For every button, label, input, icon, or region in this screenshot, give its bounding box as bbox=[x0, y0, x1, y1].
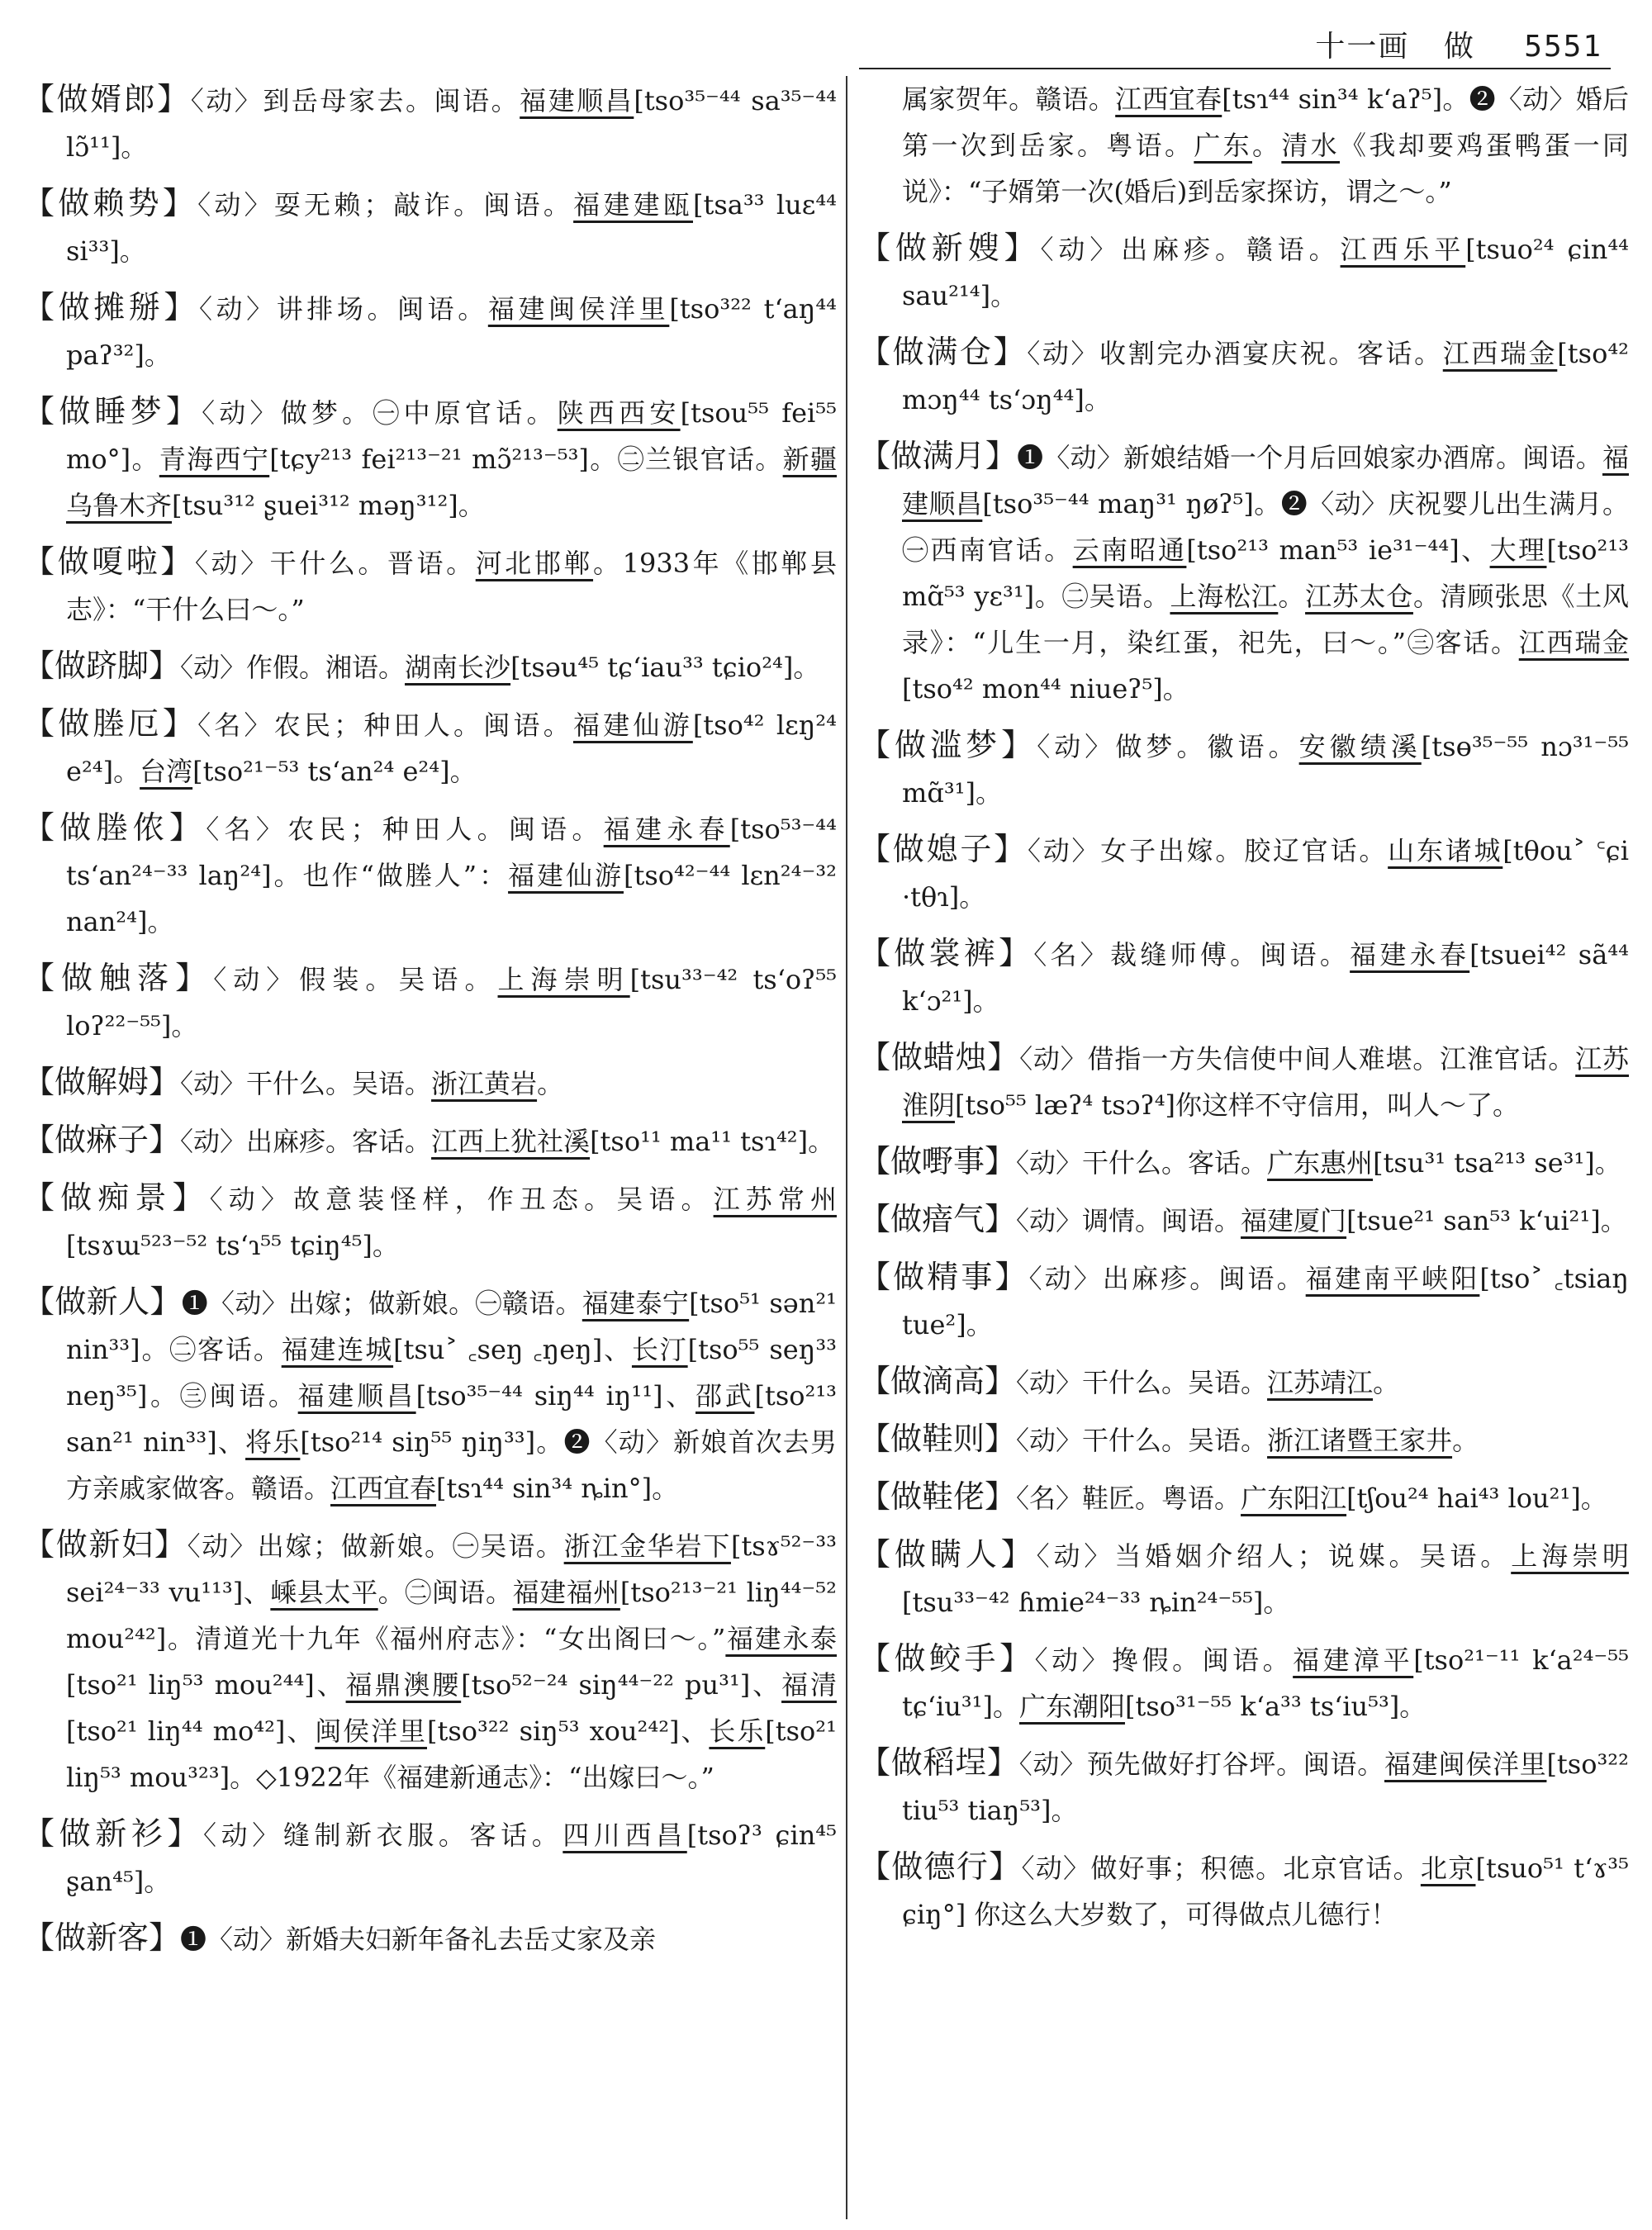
page-header bbox=[1315, 23, 1602, 65]
definition-text: 借指一方失信使中间人难堪。江淮官话。 bbox=[1087, 1043, 1576, 1075]
definition-text: [tso⁴² mon⁴⁴ niueʔ⁵]。 bbox=[902, 673, 1189, 705]
dictionary-entry bbox=[23, 180, 837, 274]
part-of-speech: 〈动〉 bbox=[1036, 1540, 1115, 1572]
definition-text: 当婚姻介绍人；说媒。吴语。 bbox=[1114, 1540, 1512, 1572]
definition-text: 农民；种田人。闽语。 bbox=[273, 709, 573, 741]
dictionary-entry bbox=[859, 1358, 1629, 1406]
part-of-speech: 〈名〉 bbox=[197, 709, 274, 741]
definition-text: [tso²¹⁻⁵³ tsʻan²⁴ e²⁴]。 bbox=[192, 756, 477, 787]
dictionary-entry bbox=[859, 930, 1629, 1024]
part-of-speech: 〈动〉 bbox=[187, 1530, 258, 1562]
definition-text: [tso⁴² lɛŋ²⁴ e²⁴]。 bbox=[66, 709, 837, 787]
definition-text: [tsuei⁴² sã⁴⁴ kʻɔ²¹]。 bbox=[902, 939, 1629, 1017]
definition-text: [tsue²¹ san⁵³ kʻui²¹]。 bbox=[1346, 1205, 1627, 1236]
entry-headword: 【做鲛手】 bbox=[859, 1640, 1035, 1677]
dictionary-entry bbox=[23, 804, 837, 945]
definition-text: 收割完办酒宴庆祝。客话。 bbox=[1099, 338, 1443, 369]
location-name: 江西上犹社溪 bbox=[431, 1126, 591, 1157]
entry-headword: 【做德行】 bbox=[859, 1848, 1022, 1885]
definition-text: [tso²¹ liŋ⁵³ mou²⁴⁴]、 bbox=[66, 1669, 346, 1701]
location-name: 新疆乌鲁木齐 bbox=[66, 444, 837, 521]
entry-headword: 【做瞒人】 bbox=[859, 1536, 1037, 1573]
definition-text: [tso˃ ꜀tsiaŋ tue²]。 bbox=[902, 1263, 1629, 1340]
definition-text: [tso²¹³ san²¹ nin³³]、 bbox=[66, 1380, 837, 1458]
dictionary-entry bbox=[859, 329, 1629, 423]
entry-headword: 【做痴景】 bbox=[23, 1179, 210, 1216]
location-name: 闽侯洋里 bbox=[315, 1715, 427, 1747]
entry-headword: 【做新客】 bbox=[23, 1919, 181, 1956]
location-name: 江西宜春 bbox=[1115, 83, 1222, 115]
definition-text: 。 bbox=[1251, 130, 1282, 161]
definition-text: [tsoʔ³ ɕin⁴⁵ ʂan⁴⁵]。 bbox=[66, 1820, 837, 1897]
definition-text: 干什么。客话。 bbox=[1082, 1147, 1268, 1179]
definition-text: [tso⁵⁵ seŋ³³ neŋ³⁵]。㊂闽语。 bbox=[66, 1334, 837, 1412]
part-of-speech: 〈动〉 bbox=[213, 964, 300, 995]
definition-text: [tso⁵¹ sən²¹ nin³³]。㊁客话。 bbox=[66, 1288, 837, 1365]
definition-text: [tsɿ⁴⁴ sin³⁴ ȵin°]。 bbox=[436, 1473, 679, 1504]
dictionary-entry bbox=[859, 225, 1629, 319]
right-column bbox=[859, 76, 1629, 2219]
entry-headword: 【做新衫】 bbox=[23, 1815, 204, 1852]
dictionary-entry bbox=[23, 1914, 837, 1962]
location-name: 河北邯郸 bbox=[475, 548, 594, 579]
definition-text: [tso⁴² mɔŋ⁴⁴ tsʻɔŋ⁴⁴]。 bbox=[902, 338, 1629, 415]
definition-text: 。 bbox=[1278, 581, 1306, 612]
definition-text: [tso⁵³⁻⁴⁴ tsʻan²⁴⁻³³ laŋ²⁴]。也作“做塍人”： bbox=[66, 814, 837, 891]
location-name: 江苏常州 bbox=[713, 1184, 837, 1215]
definition-text: [tsuo²⁴ ɕin⁴⁴ sau²¹⁴]。 bbox=[902, 234, 1629, 311]
part-of-speech: 〈动〉 bbox=[1027, 835, 1101, 866]
definition-text: [tso³¹⁻⁵⁵ kʻa³³ tsʻiu⁵³]。 bbox=[1124, 1691, 1427, 1722]
part-of-speech: 〈动〉 bbox=[1040, 234, 1122, 265]
part-of-speech: 〈名〉 bbox=[206, 814, 288, 845]
location-name: 福建永春 bbox=[1350, 939, 1470, 970]
location-name: 广东潮阳 bbox=[1018, 1691, 1125, 1722]
part-of-speech: 〈动〉 bbox=[1016, 1425, 1083, 1456]
entry-headword: 【做精事】 bbox=[859, 1259, 1029, 1295]
definition-text: 缝制新衣服。客话。 bbox=[282, 1820, 563, 1851]
definition-text: 干什么。吴语。 bbox=[246, 1068, 432, 1099]
definition-text: 调情。闽语。 bbox=[1082, 1205, 1241, 1236]
definition-text: 干什么。吴语。 bbox=[1082, 1425, 1268, 1456]
definition-text: [tso³²² tʻaŋ⁴⁴ paʔ³²]。 bbox=[66, 293, 837, 371]
location-name: 将乐 bbox=[245, 1426, 301, 1458]
location-name: 福清 bbox=[781, 1669, 837, 1701]
location-name: 广东阳江 bbox=[1241, 1483, 1347, 1514]
definition-text: [tsɿ⁴⁴ sin³⁴ kʻaʔ⁵]。❷〈动〉婚后第一次到岳家。粤语。 bbox=[902, 83, 1629, 161]
part-of-speech: 〈动〉 bbox=[1028, 1263, 1103, 1294]
dictionary-entry bbox=[859, 1416, 1629, 1464]
definition-text: 干什么。吴语。 bbox=[1082, 1367, 1268, 1398]
definition-text: 女子出嫁。胶辽官话。 bbox=[1100, 835, 1389, 866]
location-name: 江西宜春 bbox=[330, 1473, 437, 1504]
location-name: 四川西昌 bbox=[563, 1820, 687, 1851]
location-name: 福建泰宁 bbox=[582, 1288, 690, 1319]
definition-text: 搀假。闽语。 bbox=[1112, 1644, 1294, 1676]
location-name: 北京 bbox=[1420, 1853, 1476, 1884]
part-of-speech: 〈名〉 bbox=[1033, 939, 1111, 970]
definition-text: [tsa³³ luɛ⁴⁴ si³³]。 bbox=[66, 189, 837, 267]
definition-text: 到岳母家去。闽语。 bbox=[263, 85, 520, 116]
location-name: 广东惠州 bbox=[1267, 1147, 1374, 1179]
location-name: 江西瑞金 bbox=[1442, 338, 1558, 369]
part-of-speech: 〈动〉 bbox=[1016, 1147, 1083, 1179]
location-name: 长乐 bbox=[709, 1715, 766, 1747]
dictionary-entry bbox=[859, 1473, 1629, 1521]
definition-text: [tsu³³⁻⁴² ɦmie²⁴⁻³³ ȵin²⁴⁻⁵⁵]。 bbox=[902, 1587, 1290, 1618]
location-name: 江苏靖江 bbox=[1267, 1367, 1374, 1398]
location-name: 邵武 bbox=[695, 1380, 755, 1412]
location-name: 上海崇明 bbox=[1511, 1540, 1629, 1572]
definition-text: [tso²¹ liŋ⁵³ mou³²³]。◇1922年《福建新通志》：“出嫁曰～。” bbox=[66, 1715, 837, 1793]
entry-headword: 【做稻埕】 bbox=[859, 1744, 1019, 1781]
location-name: 长汀 bbox=[631, 1334, 688, 1365]
dictionary-entry bbox=[23, 76, 837, 170]
entry-headword: 【做裳裤】 bbox=[859, 935, 1034, 971]
definition-text: 出嫁；做新娘。㊀吴语。 bbox=[257, 1530, 564, 1562]
definition-text: 新婚夫妇新年备礼去岳丈家及亲 bbox=[286, 1924, 657, 1955]
definition-text: 。1933年《邯郸县志》：“干什么曰～。” bbox=[66, 548, 837, 625]
part-of-speech: 〈动〉 bbox=[1037, 731, 1116, 762]
definition-text: [tsəu⁴⁵ tɕʻiau³³ tɕio²⁴]。 bbox=[510, 652, 820, 683]
location-name: 浙江诸暨王家井 bbox=[1267, 1425, 1453, 1456]
definition-text: 故意装怪样，作丑态。吴语。 bbox=[293, 1184, 714, 1215]
dictionary-entry bbox=[859, 1531, 1629, 1625]
definition-text: [tso²¹⁴ siŋ⁵⁵ ŋiŋ³³]。❷〈动〉新娘首次去男方亲戚家做客。赣语。 bbox=[66, 1426, 837, 1504]
definition-text: 讲排场。闽语。 bbox=[276, 293, 488, 325]
definition-text: 。清顾张思《土风录》：“儿生一月，染红蛋，祀先，曰～。”㊂客话。 bbox=[902, 581, 1629, 658]
entry-headword: 【做婿郎】 bbox=[23, 81, 191, 117]
definition-text: 耍无赖；敲诈。闽语。 bbox=[273, 189, 574, 221]
dictionary-entry bbox=[859, 1254, 1629, 1348]
location-name: 嵊县太平 bbox=[270, 1577, 378, 1608]
part-of-speech: 〈动〉 bbox=[203, 1820, 283, 1851]
definition-text: [tsuo⁵¹ tʻɤ³⁵ ɕiŋ°] 你这么大岁数了，可得做点儿德行！ bbox=[902, 1853, 1629, 1930]
location-name: 福建厦门 bbox=[1241, 1205, 1347, 1236]
definition-text: 《我却要鸡蛋鸭蛋一同说》：“子婿第一次(婚后)到岳家探访，谓之～。” bbox=[902, 130, 1629, 207]
definition-text: 假装。吴语。 bbox=[299, 964, 498, 995]
location-name: 福建建瓯 bbox=[573, 189, 693, 221]
definition-text: 。 bbox=[1452, 1425, 1479, 1456]
part-of-speech: 〈动〉 bbox=[1027, 338, 1100, 369]
definition-text: [tsɵ³⁵⁻⁵⁵ nɔ³¹⁻⁵⁵ mɑ̃³¹]。 bbox=[902, 731, 1629, 809]
location-name: 陕西西安 bbox=[557, 397, 681, 429]
entry-headword: 【做睡梦】 bbox=[23, 393, 202, 429]
part-of-speech: 〈动〉 bbox=[1019, 1043, 1088, 1075]
entry-headword: 【做满月】 bbox=[859, 438, 1018, 474]
part-of-speech: ❶〈动〉 bbox=[1017, 442, 1123, 473]
dictionary-entry bbox=[23, 955, 837, 1049]
dictionary-entry bbox=[23, 1279, 837, 1511]
location-name: 青海西宁 bbox=[159, 444, 270, 475]
entry-headword: 【做鞋佬】 bbox=[859, 1478, 1017, 1515]
definition-text: 。 bbox=[537, 1068, 564, 1099]
part-of-speech: 〈动〉 bbox=[202, 397, 281, 429]
part-of-speech: 〈动〉 bbox=[1034, 1644, 1113, 1676]
definition-text: [tsu³³⁻⁴² tsʻoʔ⁵⁵ loʔ²²⁻⁵⁵]。 bbox=[66, 964, 837, 1041]
location-name: 福建闽侯洋里 bbox=[487, 293, 670, 325]
dictionary-entry bbox=[859, 1034, 1629, 1128]
entry-headword: 【做嘢事】 bbox=[859, 1143, 1017, 1179]
entry-headword: 【做新嫂】 bbox=[859, 230, 1041, 266]
definition-text: 做梦。㊀中原官话。 bbox=[280, 397, 558, 429]
part-of-speech: 〈动〉 bbox=[180, 1068, 247, 1099]
entry-headword: 【做触落】 bbox=[23, 960, 214, 996]
location-name: 安徽绩溪 bbox=[1298, 731, 1422, 762]
location-name: 福建永泰 bbox=[725, 1623, 837, 1654]
entry-headword: 【做嗄啦】 bbox=[23, 543, 195, 580]
definition-text: [tsɤɯ⁵²³⁻⁵² tsʻɿ⁵⁵ tɕiŋ⁴⁵]。 bbox=[66, 1230, 399, 1261]
dictionary-entry bbox=[859, 76, 1629, 215]
definition-text: 做好事；积德。北京官话。 bbox=[1090, 1853, 1421, 1884]
location-name: 福建南平峡阳 bbox=[1305, 1263, 1480, 1294]
location-name: 大理 bbox=[1489, 534, 1547, 566]
location-name: 福建闽侯洋里 bbox=[1384, 1748, 1547, 1780]
definition-text: [tsɤ⁵²⁻³³ sei²⁴⁻³³ vu¹¹³]、 bbox=[66, 1530, 837, 1608]
definition-text: 作假。湘语。 bbox=[246, 652, 406, 683]
location-name: 上海崇明 bbox=[497, 964, 630, 995]
dictionary-entry bbox=[23, 1810, 837, 1905]
dictionary-entry bbox=[23, 539, 837, 633]
definition-text: [tsu˃ ꜀seŋ ꜀ŋeŋ]、 bbox=[393, 1334, 632, 1365]
definition-text: [tso⁵²⁻²⁴ siŋ⁴⁴⁻²² pu³¹]、 bbox=[461, 1669, 782, 1701]
entry-headword: 【做滴高】 bbox=[859, 1363, 1017, 1399]
part-of-speech: 〈动〉 bbox=[1016, 1367, 1083, 1398]
location-name: 江苏太仓 bbox=[1305, 581, 1413, 612]
definition-text: 干什么。晋语。 bbox=[269, 548, 476, 579]
dictionary-entry bbox=[23, 700, 837, 795]
part-of-speech: 〈动〉 bbox=[1016, 1205, 1083, 1236]
part-of-speech: 〈动〉 bbox=[1018, 1748, 1087, 1780]
header-rule bbox=[859, 68, 1611, 69]
definition-text: [tsu³¹² ʂuei³¹² məŋ³¹²]。 bbox=[172, 490, 485, 521]
header-character: 做 bbox=[1443, 30, 1475, 64]
dictionary-entry bbox=[23, 1059, 837, 1107]
dictionary-entry bbox=[23, 1117, 837, 1165]
dictionary-entry bbox=[23, 388, 837, 529]
column-divider bbox=[846, 76, 847, 2219]
definition-text: 。 bbox=[1373, 1367, 1400, 1398]
part-of-speech: 〈动〉 bbox=[190, 85, 263, 116]
part-of-speech: 〈动〉 bbox=[1021, 1853, 1091, 1884]
definition-text: 预先做好打谷坪。闽语。 bbox=[1086, 1748, 1385, 1780]
entry-headword: 【做痳子】 bbox=[23, 1122, 181, 1158]
entry-headword: 【做满仓】 bbox=[859, 334, 1028, 370]
definition-text: [tso³⁵⁻⁴⁴ siŋ⁴⁴ iŋ¹¹]、 bbox=[415, 1380, 695, 1412]
dictionary-entry bbox=[23, 643, 837, 690]
entry-headword: 【做赖势】 bbox=[23, 185, 198, 221]
definition-text: [tso²¹³ mɑ̃⁵³ yɛ³¹]。㊁吴语。 bbox=[902, 534, 1629, 612]
definition-text: [tso⁵⁵ læʔ⁴ tsɔʔ⁴]你这样不守信用，叫人～了。 bbox=[955, 1089, 1520, 1121]
location-name: 福建顺昌 bbox=[520, 85, 634, 116]
definition-text: 新娘结婚一个月后回娘家办酒席。闽语。 bbox=[1123, 442, 1602, 473]
definition-text: [tθou˃ ꜂ɕi ·tθɿ]。 bbox=[902, 835, 1629, 913]
location-name: 福建永春 bbox=[603, 814, 730, 845]
part-of-speech: 〈动〉 bbox=[194, 548, 270, 579]
definition-text: [tʃou²⁴ hai⁴³ lou²¹]。 bbox=[1346, 1483, 1607, 1514]
entry-headword: 【做摊掰】 bbox=[23, 289, 199, 325]
definition-text: 出麻疹。客话。 bbox=[246, 1126, 432, 1157]
entry-headword: 【做新人】 bbox=[23, 1283, 182, 1320]
section-label: 十一画 bbox=[1315, 30, 1410, 64]
dictionary-entry bbox=[859, 1138, 1629, 1186]
entry-headword: 【做解姆】 bbox=[23, 1064, 181, 1100]
entry-headword: 【做蜡烛】 bbox=[859, 1039, 1020, 1075]
definition-text: [tso³²² tiu⁵³ tiaŋ⁵³]。 bbox=[902, 1748, 1629, 1826]
definition-text: [tso²¹³ man⁵³ ie³¹⁻⁴⁴]、 bbox=[1186, 534, 1490, 566]
definition-text: 出麻疹。赣语。 bbox=[1121, 234, 1341, 265]
dictionary-entry bbox=[23, 1521, 837, 1801]
entry-headword: 【做新妇】 bbox=[23, 1526, 188, 1563]
definition-text: [tso²¹ liŋ⁴⁴ mo⁴²]、 bbox=[66, 1715, 316, 1747]
page-number: 5551 bbox=[1524, 30, 1602, 64]
part-of-speech: 〈动〉 bbox=[198, 293, 277, 325]
definition-text: [tso⁴²⁻⁴⁴ lɛn²⁴⁻³² nan²⁴]。 bbox=[66, 860, 837, 937]
dictionary-entry bbox=[859, 1635, 1629, 1729]
definition-text: [tso¹¹ ma¹¹ tsɿ⁴²]。 bbox=[590, 1126, 835, 1157]
definition-text: [tɕy²¹³ fei²¹³⁻²¹ mɔ̃²¹³⁻⁵³]。㊁兰银官话。 bbox=[269, 444, 783, 475]
location-name: 山东诸城 bbox=[1388, 835, 1503, 866]
dictionary-entry bbox=[23, 284, 837, 378]
entry-headword: 【做鞋则】 bbox=[859, 1421, 1017, 1457]
dictionary-entry bbox=[859, 722, 1629, 816]
definition-text: 裁缝师傅。闽语。 bbox=[1110, 939, 1351, 970]
location-name: 福建顺昌 bbox=[902, 442, 1629, 520]
location-name: 福建仙游 bbox=[572, 709, 693, 741]
part-of-speech: 〈动〉 bbox=[209, 1184, 293, 1215]
dictionary-entry bbox=[23, 1174, 837, 1269]
definition-text: 农民；种田人。闽语。 bbox=[287, 814, 604, 845]
definition-text: 出麻疹。闽语。 bbox=[1102, 1263, 1306, 1294]
entry-headword: 【做媳子】 bbox=[859, 831, 1028, 867]
entry-headword: 【做瘖气】 bbox=[859, 1201, 1017, 1237]
location-name: 福鼎澳腰 bbox=[345, 1669, 462, 1701]
definition-text: 鞋匠。粤语。 bbox=[1082, 1483, 1241, 1514]
part-of-speech: 〈名〉 bbox=[1016, 1483, 1083, 1514]
location-name: 江西乐平 bbox=[1340, 234, 1466, 265]
location-name: 江西瑞金 bbox=[1518, 627, 1629, 658]
location-name: 福建顺昌 bbox=[297, 1380, 416, 1412]
entry-headword: 【做跻脚】 bbox=[23, 648, 181, 684]
definition-text: [tso³⁵⁻⁴⁴ sa³⁵⁻⁴⁴ lɔ̃¹¹]。 bbox=[66, 85, 837, 163]
location-name: 福建福州 bbox=[512, 1577, 620, 1608]
entry-headword: 【做塍侬】 bbox=[23, 809, 206, 846]
location-name: 福建仙游 bbox=[508, 860, 624, 891]
part-of-speech: 〈动〉 bbox=[197, 189, 274, 221]
definition-text: [tsu³¹ tsa²¹³ se³¹]。 bbox=[1373, 1147, 1621, 1179]
entry-headword: 【做滥梦】 bbox=[859, 727, 1037, 763]
definition-text: [tso²¹⁻¹¹ kʻa²⁴⁻⁵⁵ tɕʻiu³¹]。 bbox=[902, 1644, 1629, 1722]
definition-text: 做梦。徽语。 bbox=[1115, 731, 1299, 762]
location-name: 浙江黄岩 bbox=[431, 1068, 538, 1099]
location-name: 上海松江 bbox=[1170, 581, 1279, 612]
definition-text: 出嫁；做新娘。㊀赣语。 bbox=[288, 1288, 582, 1319]
dictionary-entry bbox=[859, 1739, 1629, 1834]
definition-text: [tso²¹³⁻²¹ liŋ⁴⁴⁻⁵² mou²⁴²]。清道光十九年《福州府志》：“女出阁曰～。” bbox=[66, 1577, 837, 1654]
dictionary-entry bbox=[859, 1843, 1629, 1938]
location-name: 江苏淮阴 bbox=[902, 1043, 1629, 1121]
dictionary-entry bbox=[859, 433, 1629, 712]
part-of-speech: 〈动〉 bbox=[180, 1126, 247, 1157]
part-of-speech: ❶〈动〉 bbox=[181, 1288, 289, 1319]
location-name: 浙江金华岩下 bbox=[563, 1530, 731, 1562]
entry-headword: 【做塍厄】 bbox=[23, 705, 198, 742]
location-name: 云南昭通 bbox=[1072, 534, 1187, 566]
location-name: 福建漳平 bbox=[1293, 1644, 1414, 1676]
definition-text: [tsou⁵⁵ fei⁵⁵ mo°]。 bbox=[66, 397, 837, 475]
location-name: 福建连城 bbox=[281, 1334, 394, 1365]
part-of-speech: ❶〈动〉 bbox=[180, 1924, 287, 1955]
location-name: 湖南长沙 bbox=[405, 652, 511, 683]
definition-text: [tso³⁵⁻⁴⁴ maŋ³¹ ŋøʔ⁵]。❷〈动〉庆祝婴儿出生满月。㊀西南官话。 bbox=[902, 488, 1629, 566]
dictionary-entry bbox=[859, 1196, 1629, 1244]
definition-text: 属家贺年。赣语。 bbox=[902, 83, 1116, 115]
definition-text: 。㊁闽语。 bbox=[377, 1577, 513, 1608]
dictionary-entry bbox=[859, 826, 1629, 920]
left-column bbox=[23, 76, 837, 2219]
location-name: 广东 bbox=[1194, 130, 1252, 161]
location-name: 清水 bbox=[1281, 130, 1340, 161]
part-of-speech: 〈动〉 bbox=[180, 652, 247, 683]
location-name: 台湾 bbox=[140, 756, 193, 787]
definition-text: [tso³²² siŋ⁵³ xou²⁴²]、 bbox=[426, 1715, 710, 1747]
